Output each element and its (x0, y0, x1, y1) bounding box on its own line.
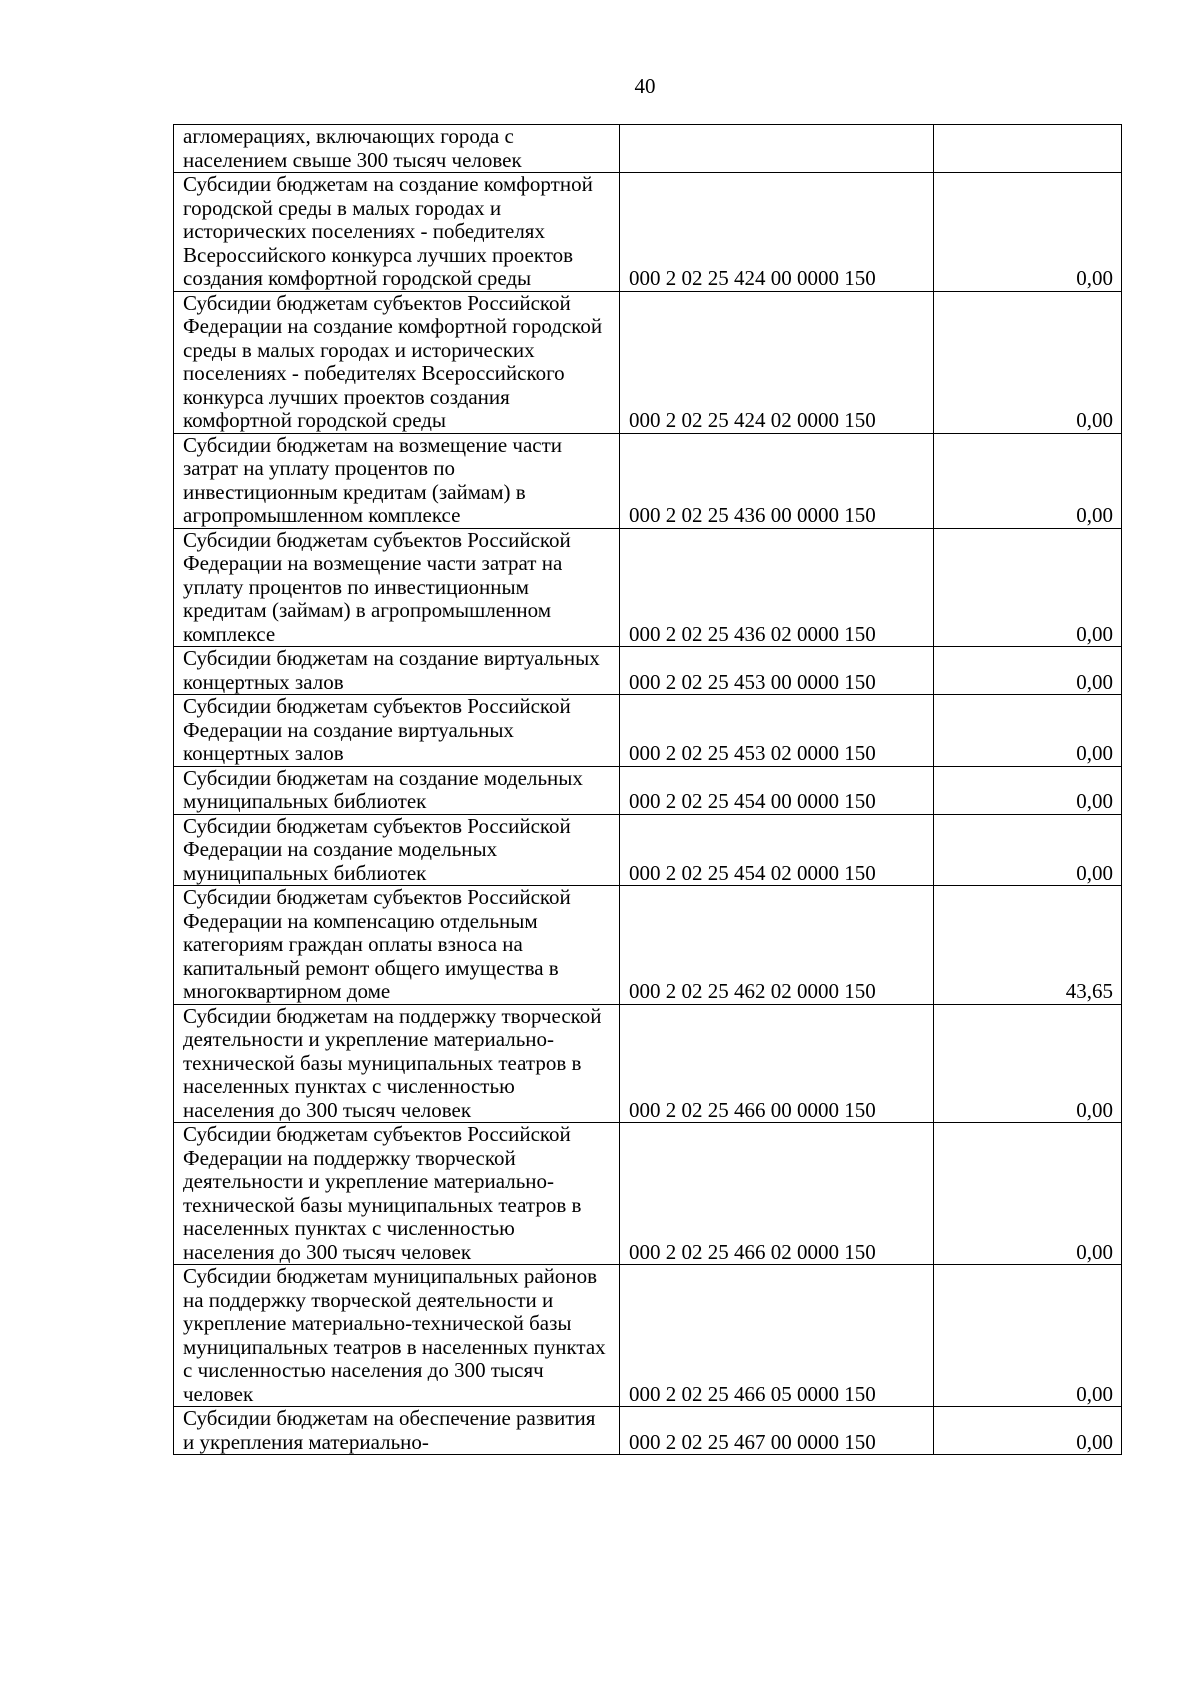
row-name: Субсидии бюджетам на обеспечение развития и укрепления материально- (174, 1407, 620, 1455)
row-code: 000 2 02 25 466 05 0000 150 (620, 1265, 934, 1407)
row-amount: 0,00 (934, 695, 1122, 767)
row-name: Субсидии бюджетам на создание комфортной городской среды в малых городах и исторических поселениях - победителях Всероссийского конкурса лучших проектов создания комфортной городской среды (174, 173, 620, 292)
row-name: Субсидии бюджетам на поддержку творческой деятельности и укрепление материально-технической базы муниципальных театров в населенных пунктах с численностью населения до 300 тысяч человек (174, 1004, 620, 1123)
row-code (620, 125, 934, 173)
row-code: 000 2 02 25 454 00 0000 150 (620, 766, 934, 814)
row-name: Субсидии бюджетам субъектов Российской Федерации на создание комфортной городской среды в малых городах и исторических поселениях - победителях Всероссийского конкурса лучших проектов создания комфортной городской среды (174, 291, 620, 433)
row-code: 000 2 02 25 454 02 0000 150 (620, 814, 934, 886)
row-amount: 0,00 (934, 647, 1122, 695)
table-row (174, 695, 1122, 767)
row-code: 000 2 02 25 453 02 0000 150 (620, 695, 934, 767)
table-row (174, 433, 1122, 528)
row-amount: 0,00 (934, 1004, 1122, 1123)
row-code: 000 2 02 25 466 02 0000 150 (620, 1123, 934, 1265)
page-number: 40 (634, 74, 656, 98)
table-row (174, 173, 1122, 292)
table-row (174, 1123, 1122, 1265)
row-amount: 0,00 (934, 1407, 1122, 1455)
row-code: 000 2 02 25 466 00 0000 150 (620, 1004, 934, 1123)
row-amount: 0,00 (934, 814, 1122, 886)
row-name: Субсидии бюджетам субъектов Российской Федерации на создание модельных муниципальных библиотек (174, 814, 620, 886)
row-code: 000 2 02 25 462 02 0000 150 (620, 886, 934, 1005)
row-amount (934, 125, 1122, 173)
row-name: Субсидии бюджетам муниципальных районов на поддержку творческой деятельности и укрепление материально-технической базы муниципальных театров в населенных пунктах с численностью населения до 300 тысяч человек (174, 1265, 620, 1407)
row-code: 000 2 02 25 436 02 0000 150 (620, 528, 934, 647)
table-row (174, 814, 1122, 886)
table-row (174, 1004, 1122, 1123)
row-name: агломерациях, включающих города с населением свыше 300 тысяч человек (174, 125, 620, 173)
table-row (174, 647, 1122, 695)
table-row (174, 766, 1122, 814)
table-row (174, 886, 1122, 1005)
table-row (174, 1265, 1122, 1407)
row-amount: 0,00 (934, 528, 1122, 647)
row-amount: 0,00 (934, 173, 1122, 292)
row-code: 000 2 02 25 424 00 0000 150 (620, 173, 934, 292)
row-amount: 0,00 (934, 291, 1122, 433)
table-row (174, 291, 1122, 433)
row-name: Субсидии бюджетам на создание виртуальных концертных залов (174, 647, 620, 695)
budget-table (173, 124, 1122, 1455)
row-amount: 0,00 (934, 766, 1122, 814)
row-name: Субсидии бюджетам субъектов Российской Федерации на создание виртуальных концертных залов (174, 695, 620, 767)
row-amount: 0,00 (934, 1123, 1122, 1265)
table-row (174, 125, 1122, 173)
row-name: Субсидии бюджетам субъектов Российской Федерации на компенсацию отдельным категориям граждан оплаты взноса на капитальный ремонт общего имущества в многоквартирном доме (174, 886, 620, 1005)
row-name: Субсидии бюджетам на создание модельных муниципальных библиотек (174, 766, 620, 814)
row-name: Субсидии бюджетам на возмещение части затрат на уплату процентов по инвестиционным кредитам (займам) в агропромышленном комплексе (174, 433, 620, 528)
row-amount: 0,00 (934, 433, 1122, 528)
table-row (174, 1407, 1122, 1455)
table-row (174, 528, 1122, 647)
row-name: Субсидии бюджетам субъектов Российской Федерации на поддержку творческой деятельности и укрепление материально-технической базы муниципальных театров в населенных пунктах с численностью населения до 300 тысяч человек (174, 1123, 620, 1265)
row-name: Субсидии бюджетам субъектов Российской Федерации на возмещение части затрат на уплату процентов по инвестиционным кредитам (займам) в агропромышленном комплексе (174, 528, 620, 647)
row-code: 000 2 02 25 424 02 0000 150 (620, 291, 934, 433)
row-amount: 43,65 (934, 886, 1122, 1005)
row-code: 000 2 02 25 467 00 0000 150 (620, 1407, 934, 1455)
row-amount: 0,00 (934, 1265, 1122, 1407)
row-code: 000 2 02 25 453 00 0000 150 (620, 647, 934, 695)
row-code: 000 2 02 25 436 00 0000 150 (620, 433, 934, 528)
